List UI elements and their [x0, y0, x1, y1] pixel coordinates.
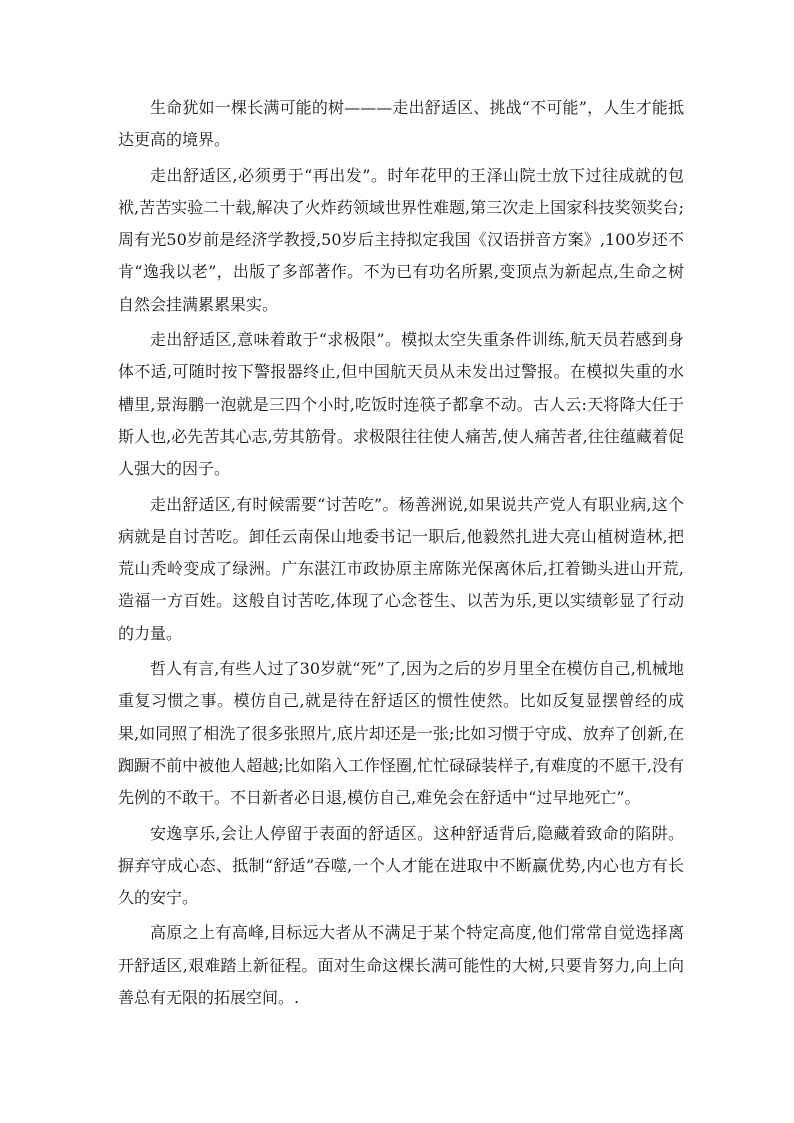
paragraph-conclusion: 高原之上有高峰,目标远大者从不满足于某个特定高度,他们常常自觉选择离开舒适区,艰难踏上新征程。面对生命这棵长满可能性的大树,只要肯努力,向上向善总有无限的拓展空间。. — [118, 923, 684, 1008]
paragraph-intro: 生命犹如一棵长满可能的树———走出舒适区、挑战“不可能”，人生才能抵达更高的境界。 — [118, 98, 684, 150]
document-page — [118, 92, 684, 1017]
paragraph-limits: 走出舒适区,意味着敢于“求极限”。模拟太空失重条件训练,航天员若感到身体不适,可随时按下警报器终止,但中国航天员从未发出过警报。在模拟失重的水槽里,景海鹏一泡就是三四个小时,吃饭时连筷子都拿不动。古人云:天将降大任于斯人也,必先苦其心志,劳其筋骨。求极限往往使人痛苦,使人痛苦者,往往蕴藏着促人强大的因子。 — [118, 330, 684, 479]
paragraph-restart: 走出舒适区,必须勇于“再出发”。时年花甲的王泽山院士放下过往成就的包袱,苦苦实验二十载,解决了火炸药领域世界性难题,第三次走上国家科技奖领奖台;周有光50岁前是经济学教授,50岁后主持拟定我国《汉语拼音方案》,100岁还不肯“逸我以老”，出版了多部著作。不为已有功名所累,变顶点为新起点,生命之树自然会挂满累累果实。 — [118, 165, 684, 314]
paragraph-comfort: 安逸享乐,会让人停留于表面的舒适区。这种舒适背后,隐藏着致命的陷阱。摒弃守成心态、抵制“舒适”吞噬,一个人才能在进取中不断赢优势,内心也方有长久的安宁。 — [118, 823, 684, 908]
paragraph-imitation: 哲人有言,有些人过了30岁就“死”了,因为之后的岁月里全在模仿自己,机械地重复习惯之事。模仿自己,就是待在舒适区的惯性使然。比如反复显摆曾经的成果,如同照了相洗了很多张照片,底片却还是一张;比如习惯于守成、放弃了创新,在踟蹰不前中被他人超越;比如陷入工作怪圈,忙忙碌碌装样子,有难度的不愿干,没有先例的不敢干。不日新者必日退,模仿自己,难免会在舒适中“过早地死亡”。 — [118, 659, 684, 808]
paragraph-hardship: 走出舒适区,有时候需要“讨苦吃”。杨善洲说,如果说共产党人有职业病,这个病就是自讨苦吃。卸任云南保山地委书记一职后,他毅然扎进大亮山植树造林,把荒山秃岭变成了绿洲。广东湛江市政协原主席陈光保离休后,扛着锄头进山开荒,造福一方百姓。这般自讨苦吃,体现了心念苍生、以苦为乐,更以实绩彰显了行动的力量。 — [118, 494, 684, 643]
